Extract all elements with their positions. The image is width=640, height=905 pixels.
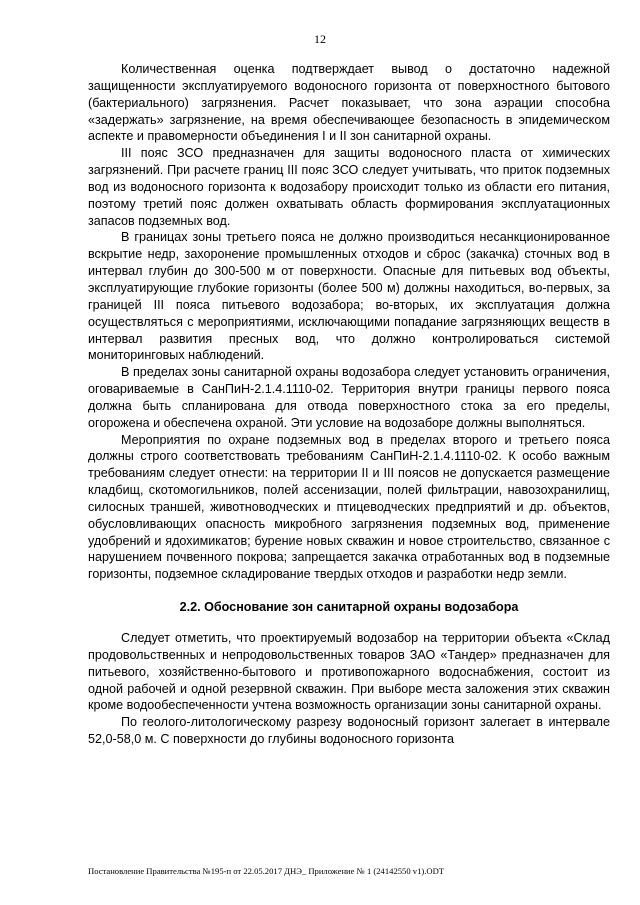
paragraph: Следует отметить, что проектируемый водозабор на территории объекта «Склад продовольственных и непродовольственных товаров ЗАО «Тандер» предназначен для питьевого, хозяйственно-бытового и противопожарного водоснабжения, состоит из одной рабочей и одной резервной скважин. При выборе места заложения этих скважин кроме водообеспеченности учтена возможность организации зоны санитарной охраны. [88,631,610,713]
paragraph: III пояс ЗСО предназначен для защиты водоносного пласта от химических загрязнений. При расчете границ III пояс ЗСО следует учитывать, что приток подземных вод из водоносного горизонта к водозабору происходит только из области его питания, поэтому третий пояс должен охватывать область формирования эксплуатационных запасов подземных вод. [88,146,610,228]
paragraph: Количественная оценка подтверждает вывод о достаточно надежной защищенности эксплуатируемого водоносного горизонта от поверхностного бытового (бактериального) загрязнения. Расчет показывает, что зона аэрации способна «задержать» загрязнение, на время обеспечивающее безопасность в эпидемическом аспекте и правомерности объединения I и II зон санитарной охраны. [88,62,610,144]
page-number: 12 [314,32,326,46]
paragraph: Мероприятия по охране подземных вод в пределах второго и третьего пояса должны строго соответствовать требованиям СанПиН-2.1.4.1110-02. К особо важным требованиям следует отнести: на территории II и III поясов не допускается размещение кладбищ, скотомогильников, полей ассенизации, полей фильтрации, навозохранилищ, силосных траншей, животноводческих и птицеводческих предприятий и др. объектов, обусловливающих опасность микробного загрязнения подземных вод, применение удобрений и ядохимикатов; бурение новых скважин и новое строительство, связанное с нарушением почвенного покрова; запрещается закачка отработанных вод в подземные горизонты, подземное складирование твердых отходов и разработки недр земли. [88,432,610,582]
paragraph: В пределах зоны санитарной охраны водозабора следует установить ограничения, оговариваемые в СанПиН-2.1.4.1110-02. Территория внутри границы первого пояса должна быть спланирована для отвода поверхностного стока за его пределы, огорожена и обеспечена охраной. Эти условие на водозаборе должны выполняться. [88,365,610,430]
paragraph: По геолого-литологическому разрезу водоносный горизонт залегает в интервале 52,0-58,0 м. С поверхности до глубины водоносного горизонта [88,715,610,747]
paragraph: В границах зоны третьего пояса не должно производиться несанкционированное вскрытие недр, захоронение промышленных отходов и сброс (закачка) сточных вод в интервал глубин до 300-500 м от поверхности. Опасные для питьевых вод объекты, эксплуатирующие глубокие горизонты (более 500 м) должны находиться, во-первых, за границей III пояса питьевого водозабора; во-вторых, их эксплуатация должна осуществляться с мероприятиями, исключающими попадание загрязняющих веществ в интервал развития пресных вод, что должно контролироваться системой мониторинговых наблюдений. [88,230,610,363]
document-footer: Постановление Правительства №195-п от 22.05.2017 ДНЭ_ Приложение № 1 (24142550 v1).ODT [88,866,445,876]
section-heading: 2.2. Обоснование зон санитарной охраны водозабора [179,600,519,615]
document-body [88,61,610,748]
